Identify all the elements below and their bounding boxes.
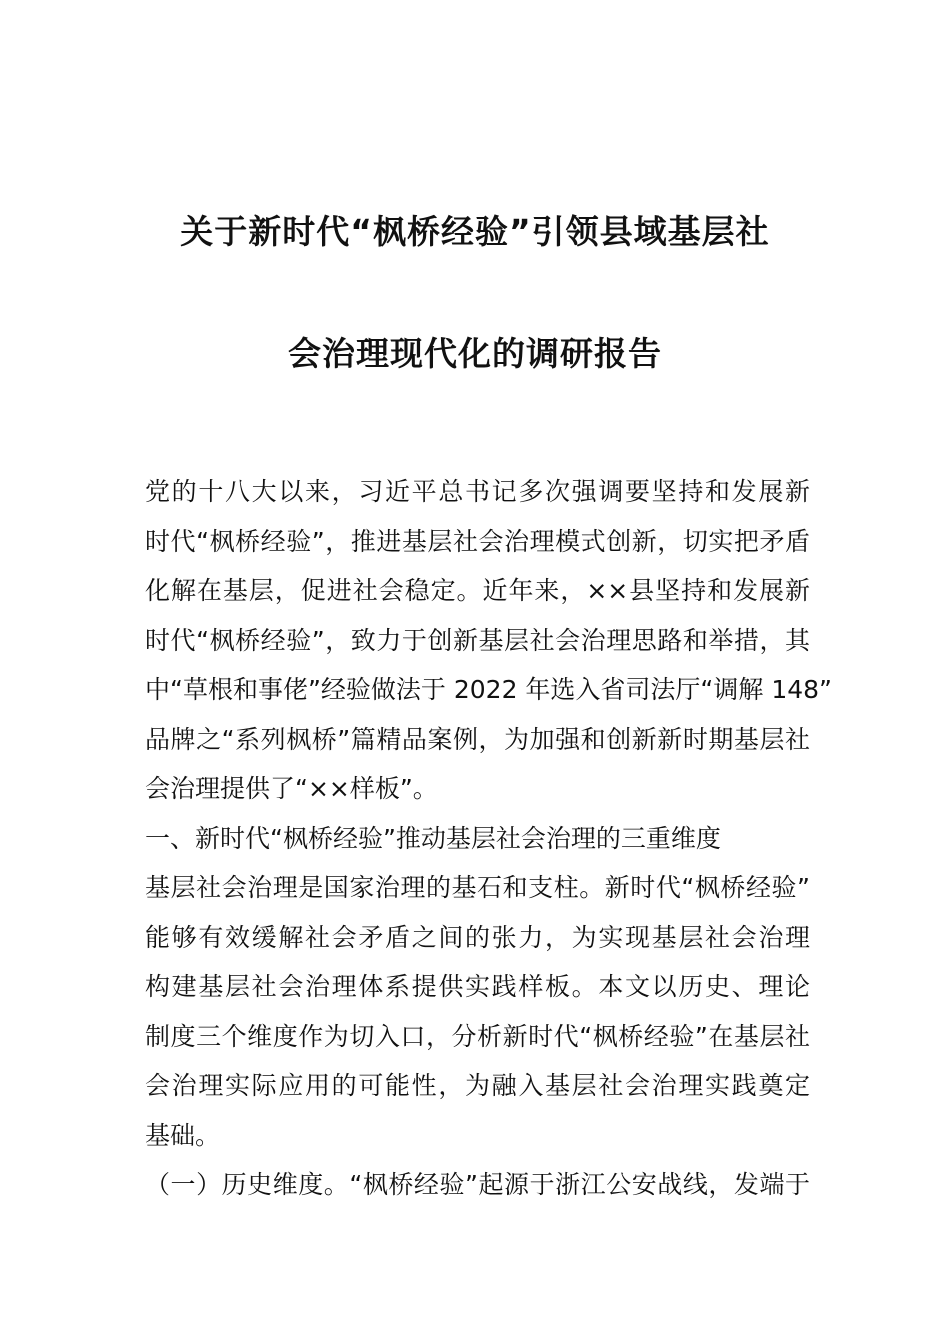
body-line: 党的十八大以来，习近平总书记多次强调要坚持和发展新 (145, 477, 810, 506)
document-title-line-2: 会治理现代化的调研报告 (288, 334, 662, 373)
body-line: 能够有效缓解社会矛盾之间的张力，为实现基层社会治理 (145, 922, 810, 952)
body-line: 基础。 (145, 1120, 221, 1150)
body-line: 中“草根和事佬”经验做法于 2022 年选入省司法厅“调解 148” (145, 675, 832, 704)
body-line: 时代“枫桥经验”，致力于创新基层社会治理思路和举措，其 (145, 625, 810, 655)
body-line: 时代“枫桥经验”，推进基层社会治理模式创新，切实把矛盾 (145, 526, 810, 556)
body-line: 化解在基层，促进社会稳定。近年来，××县坚持和发展新 (145, 576, 810, 605)
body-line: 会治理实际应用的可能性，为融入基层社会治理实践奠定 (145, 1071, 810, 1100)
document-title-line-1: 关于新时代“枫桥经验”引领县域基层社 (180, 212, 770, 251)
body-line: 制度三个维度作为切入口，分析新时代“枫桥经验”在基层社 (145, 1021, 810, 1051)
subsection-heading-line: （一）历史维度。“枫桥经验”起源于浙江公安战线，发端于 (145, 1170, 810, 1199)
document-body (145, 467, 832, 1210)
body-line: 会治理提供了“××样板”。 (145, 774, 438, 803)
body-line: 品牌之“系列枫桥”篇精品案例，为加强和创新新时期基层社 (145, 724, 810, 754)
body-line: 基层社会治理是国家治理的基石和支柱。新时代“枫桥经验” (145, 873, 810, 902)
body-line: 构建基层社会治理体系提供实践样板。本文以历史、理论 (145, 972, 810, 1001)
section-heading: 一、新时代“枫桥经验”推动基层社会治理的三重维度 (145, 823, 721, 853)
